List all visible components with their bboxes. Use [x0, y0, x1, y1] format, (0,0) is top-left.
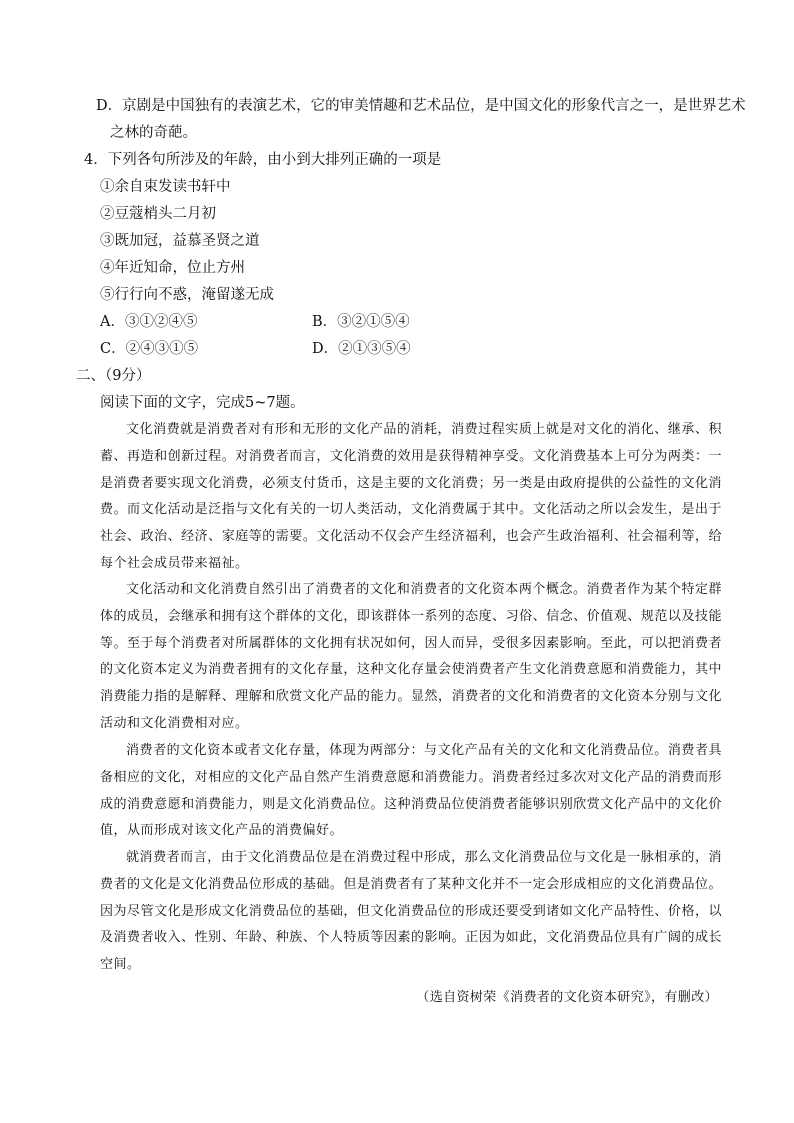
q4-item-2: ②豆蔻梢头二月初 [100, 206, 216, 222]
passage-paragraph-1: 文化消费就是消费者对有形和无形的文化产品的消耗，消费过程实质上就是对文化的消化、继承、积蓄、再造和创新过程。对消费者而言，文化消费的效用是获得精神享受。文化消费基本上可分为两类：一是消费者要实现文化消费，必须支付货币，这是主要的文化消费；另一类是由政府提供的公益性的文化消费。而文化活动是泛指与文化有关的一切人类活动，文化消费属于其中。文化活动之所以会发生，是出于社会、政治、经济、家庭等的需要。文化活动不仅会产生经济福利，也会产生政治福利、社会福利等，给每个社会成员带来福祉。 [100, 422, 722, 571]
q4-choice-c: C．②④③①⑤ [100, 341, 199, 357]
passage-paragraph-2: 文化活动和文化消费自然引出了消费者的文化和消费者的文化资本两个概念。消费者作为某个特定群体的成员，会继承和拥有这个群体的文化，即该群体一系列的态度、习俗、信念、价值观、规范以及技能等。至于每个消费者对所属群体的文化拥有状况如何，因人而异，受很多因素影响。至此，可以把消费者的文化资本定义为消费者拥有的文化存量，这种文化存量会使消费者产生文化消费意愿和消费能力，其中消费能力指的是解释、理解和欣赏文化产品的能力。显然，消费者的文化和消费者的文化资本分别与文化活动和文化消费相对应。 [100, 582, 722, 731]
section-heading: 二、（9分） [76, 368, 151, 384]
passage-paragraph-3: 消费者的文化资本或者文化存量，体现为两部分：与文化产品有关的文化和文化消费品位。消费者具备相应的文化，对相应的文化产品自然产生消费意愿和消费能力。消费者经过多次对文化产品的消费而形成的消费意愿和消费能力，则是文化消费品位。这种消费品位使消费者能够识别欣赏文化产品中的文化价值，从而形成对该文化产品的消费偏好。 [100, 743, 722, 839]
q3-option-d-line1: D．京剧是中国独有的表演艺术，它的审美情趣和艺术品位，是中国文化的形象代言之一，是世界艺术 [96, 98, 746, 114]
q4-item-5: ⑤行行向不惑，淹留遂无成 [100, 287, 274, 303]
q4-item-1: ①余自束发读书轩中 [100, 179, 231, 195]
passage-source: （选自资树荣《消费者的文化资本研究》，有删改） [416, 990, 718, 1005]
q4-item-3: ③既加冠，益慕圣贤之道 [100, 233, 260, 249]
q4-choice-a: A．③①②④⑤ [100, 314, 198, 330]
q4-choice-b: B．③②①⑤④ [312, 314, 410, 330]
q4-item-4: ④年近知命，位止方州 [100, 260, 245, 276]
q4-choice-d: D．②①③⑤④ [312, 341, 411, 357]
q4-stem: 4．下列各句所涉及的年龄，由小到大排列正确的一项是 [84, 152, 442, 168]
section-instruction: 阅读下面的文字，完成5~7题。 [100, 395, 305, 411]
passage-paragraph-4: 就消费者而言，由于文化消费品位是在消费过程中形成，那么文化消费品位与文化是一脉相承的，消费者的文化是文化消费品位形成的基础。但是消费者有了某种文化并不一定会形成相应的文化消费品位。因为尽管文化是形成文化消费品位的基础，但文化消费品位的形成还要受到诸如文化产品特性、价格，以及消费者收入、性别、年龄、种族、个人特质等因素的影响。正因为如此，文化消费品位具有广阔的成长空间。 [100, 850, 722, 973]
q3-option-d-line2: 之林的奇葩。 [110, 125, 197, 141]
